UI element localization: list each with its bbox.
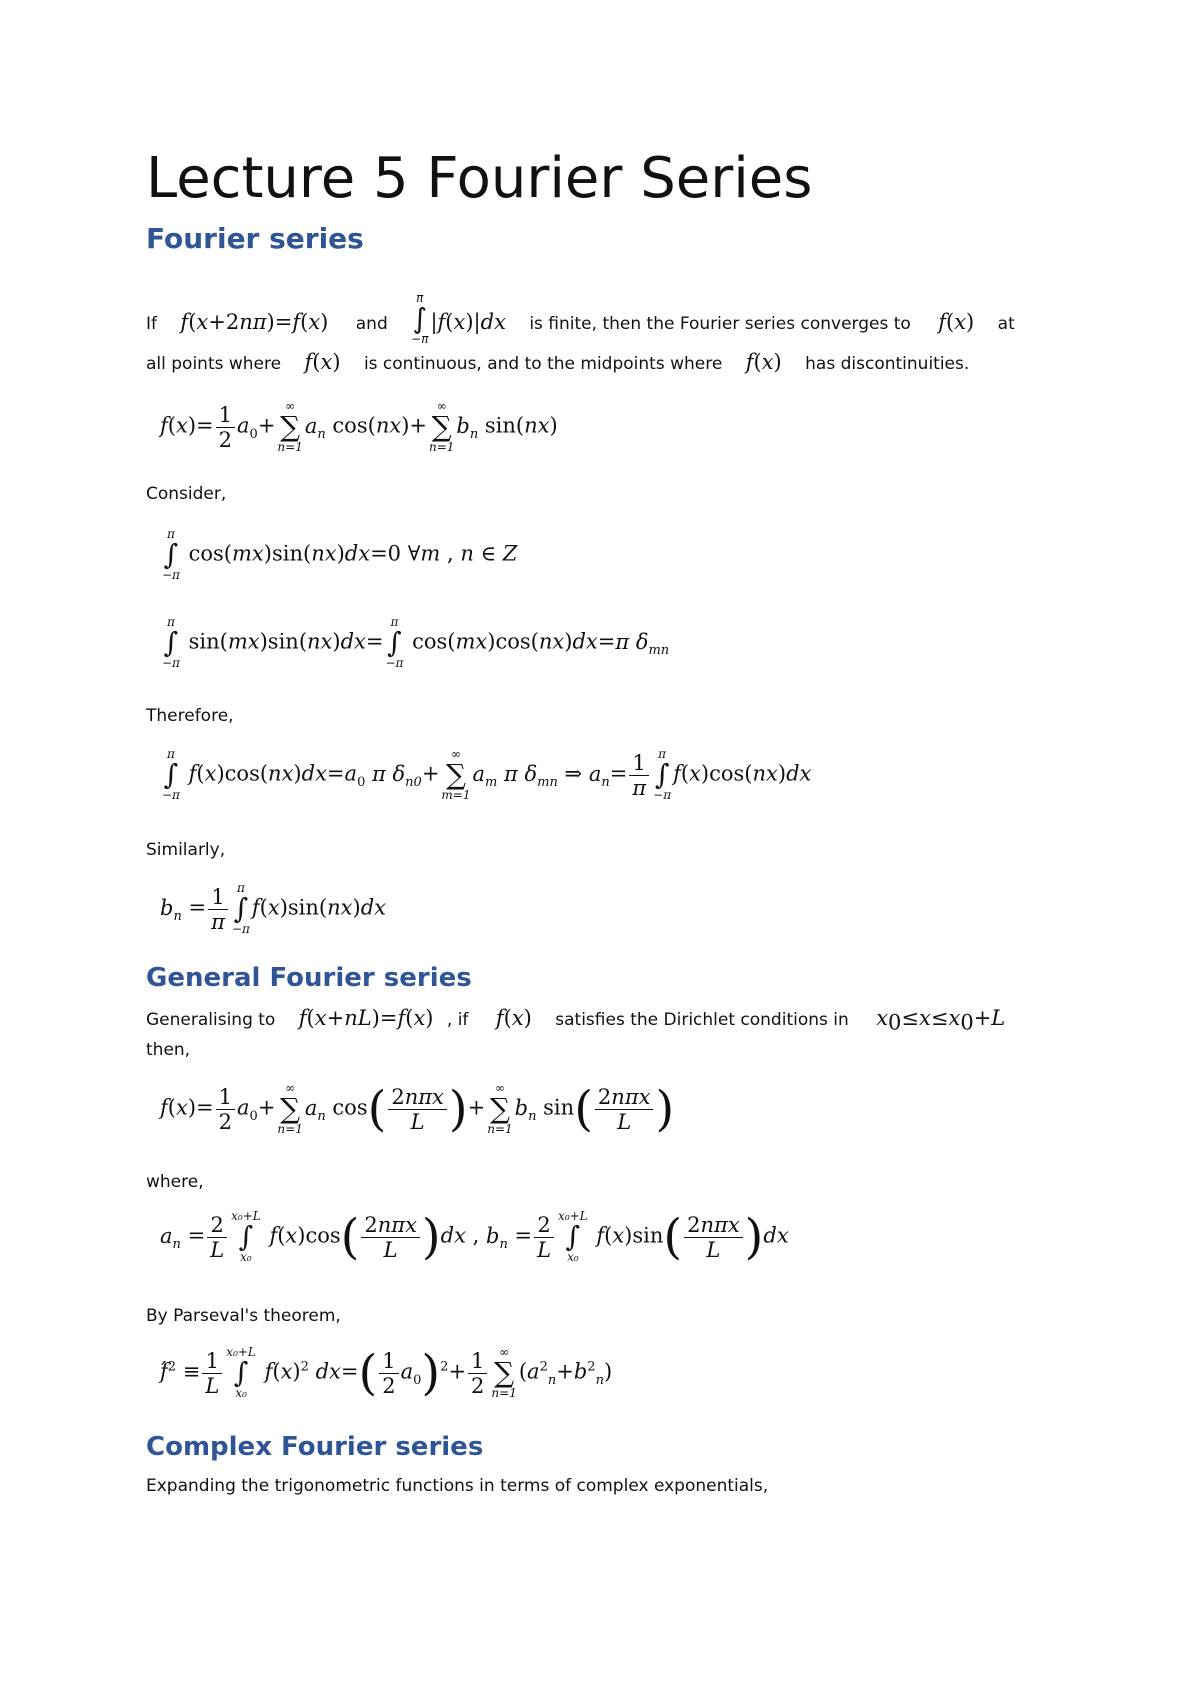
label-then: then,: [146, 1040, 191, 1060]
math-periodicity: f: [180, 310, 189, 335]
equation-orthogonality-cos-sin: π ∫ −π cos(mx)sin(nx)dx=0 ∀m , n ∈ Z: [162, 527, 518, 583]
paragraph-expanding: Expanding the trigonometric functions in terms of complex exponentials,: [146, 1476, 769, 1496]
equation-orthogonality-sin-cos: π ∫ −π sin(mx)sin(nx)dx= π ∫ −π cos(mx)cos(nx)dx=π $\delta_{mn}$: [162, 615, 670, 671]
paragraph-convergence: all points where f(x) is continuous, and to the midpoints where f(x) has discontinuities.: [146, 350, 970, 374]
paragraph-generalising: Generalising to f(x+nL)=f(x) , if f(x) satisfies the Dirichlet conditions in $x_0\le x\le x_0+L$: [146, 1006, 1006, 1035]
equation-general-coefficients: $a_n$ = $\frac{2}{L}$ x₀+L ∫ x₀ f(x)cos( $\frac{\text{2nπx}}{L}$ )dx , $b_n$ = $\frac{2}{L}$ x₀+L ∫ x₀ f(x)sin( $\frac{\text{2nπx}}{L}$ )dx: [160, 1209, 789, 1266]
section-heading-general-fourier-series: General Fourier series: [146, 963, 472, 993]
equation-coefficient-an: π ∫ −π $f(x)\cos(nx)dx=a_0$ π $\delta_{n0}+$ ∞ ∑ m=1 $a_m$ π $\delta_{mn}$ ⇒ $a_n=$ $\frac{1}{\pi}$ π ∫ −π f(x)cos(nx)dx: [162, 747, 812, 803]
page-title: Lecture 5 Fourier Series: [146, 146, 813, 211]
equation-coefficient-bn: $b_n$ = $\frac{1}{\pi}$ π ∫ −π f(x)sin(nx)dx: [160, 881, 386, 937]
label-parseval: By Parseval's theorem,: [146, 1306, 341, 1326]
paragraph-periodicity: If f(x+2nπ)=f(x) and π ∫ −π |f(x)|dx is finite, then the Fourier series converges to f(x) at: [146, 291, 1015, 347]
label-similarly: Similarly,: [146, 840, 226, 860]
integral-symbol: π ∫ −π: [411, 291, 429, 347]
label-therefore: Therefore,: [146, 706, 234, 726]
label-where: where,: [146, 1172, 204, 1192]
section-heading-fourier-series: Fourier series: [146, 222, 364, 255]
equation-fourier-series: f(x)= $\frac{1}{2}$ $a_0+$ ∞ ∑ n=1 $a_n$ cos(nx)+ ∞ ∑ n=1 $b_n$ sin(nx): [160, 399, 558, 455]
equation-parseval-theorem: $f^2$ ≡ $\frac{1}{L}$ x₀+L ∫ x₀ $f(x)^2$ dx=( $\frac{1}{2}$ $a_0)^2+$ $\frac{1}{2}$ ∞ ∑ n=1 $(a^2_n+b^2_n)$: [160, 1345, 613, 1402]
equation-general-fourier-series: f(x)= $\frac{1}{2}$ $a_0+$ ∞ ∑ n=1 $a_n$ cos( $\frac{\text{2nπx}}{L}$ )+ ∞ ∑ n=1 $b_n$ sin( $\frac{\text{2nπx}}{L}$ ): [160, 1081, 675, 1138]
label-consider: Consider,: [146, 484, 227, 504]
section-heading-complex-fourier-series: Complex Fourier series: [146, 1432, 484, 1462]
